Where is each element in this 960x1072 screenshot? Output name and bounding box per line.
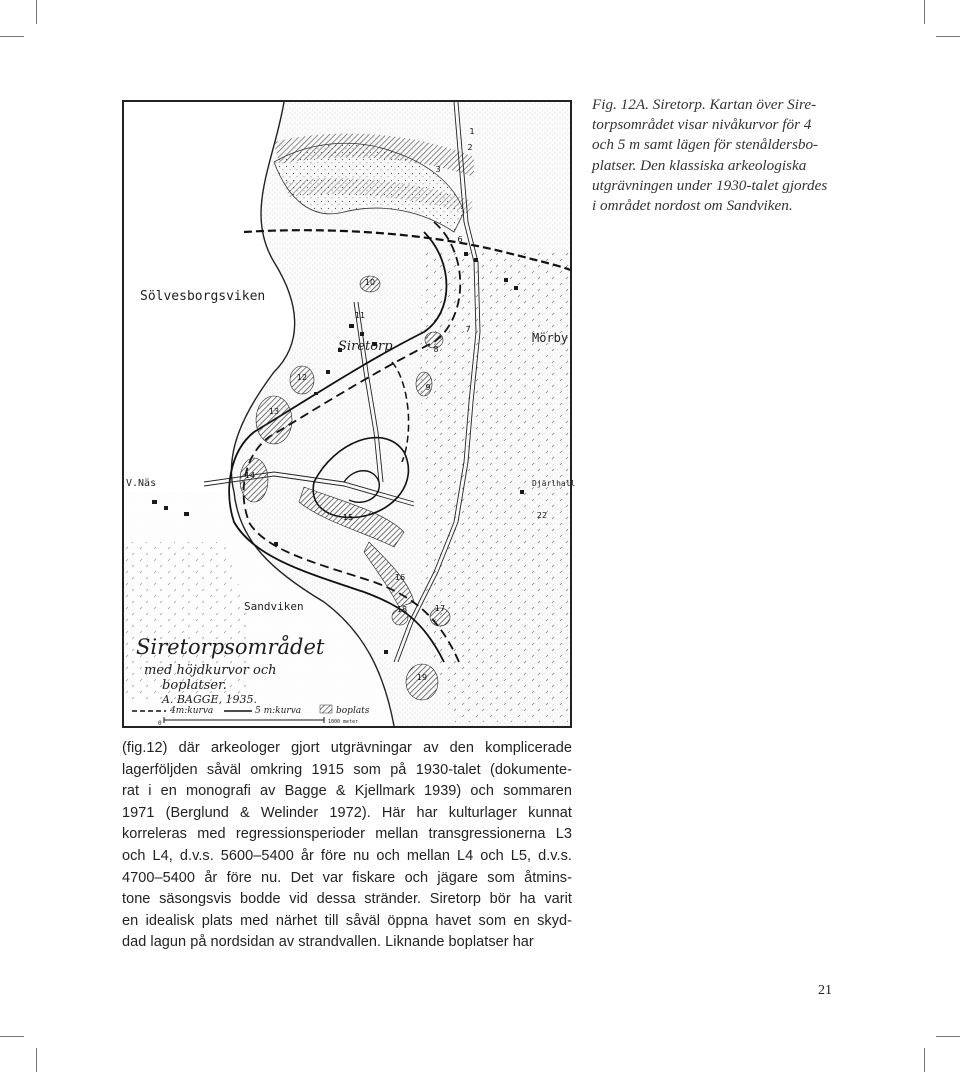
page-number: 21	[818, 983, 832, 998]
crop-mark	[36, 0, 37, 24]
caption-line: Fig. 12A. Siretorp. Kartan över Sire-	[592, 96, 817, 113]
body-line: dad lagun på nordsidan av strandvallen. Liknande boplatser har	[122, 934, 534, 951]
body-line: och L4, d.v.s. 5600–5400 år före nu och mellan L4 och L5, d.v.s.	[122, 847, 572, 864]
site-number-18: 18	[396, 605, 408, 614]
map-title: Siretorpsområdet	[136, 635, 325, 659]
caption-line: och 5 m samt lägen för stenåldersbo-	[592, 136, 819, 154]
site-number-1: 1	[469, 127, 475, 136]
body-line: 1971 (Berglund & Welinder 1972). Här har kulturlager kunnat	[122, 804, 572, 821]
place-label-siretorp: Siretorp	[338, 339, 393, 354]
body-paragraph	[122, 738, 572, 954]
crop-mark	[0, 36, 24, 37]
map-subtitle-2: boplatser.	[162, 678, 227, 693]
body-line: (fig.12) där arkeologer gjort utgrävningar av den komplicerade	[122, 740, 572, 756]
crop-mark	[924, 1048, 925, 1072]
site-number-10: 10	[364, 278, 376, 287]
place-label-sandviken: Sandviken	[244, 600, 304, 613]
caption-line: platser. Den klassiska arkeologiska	[592, 156, 807, 174]
body-line: lagerföljden såväl omkring 1915 som på 1930-talet (dokumente-	[122, 761, 572, 778]
site-number-7: 7	[465, 325, 471, 334]
legend-5m-curve: 5 m:kurva	[255, 706, 302, 716]
place-label-solvesborgsviken: Sölvesborgsviken	[140, 289, 266, 304]
scale-end: 1000 meter	[328, 719, 359, 725]
body-line: rat i en monografi av Bagge & Kjellmark 1939) och sommaren	[122, 783, 572, 800]
body-line: korreleras med regressionsperioder mellan transgressionerna L3	[122, 826, 572, 843]
body-line: en idealisk plats med närhet till såväl öppna havet som en skyd-	[122, 912, 572, 929]
site-number-2: 2	[467, 143, 473, 152]
scale-start: 0	[158, 720, 162, 727]
caption-line: utgrävningen under 1930-talet gjordes	[592, 176, 828, 194]
crop-mark	[936, 36, 960, 37]
site-number-15: 15	[342, 513, 354, 522]
site-number-19: 19	[416, 673, 428, 682]
crop-mark	[0, 1036, 24, 1037]
map-author: A. BAGGE, 1935.	[162, 693, 258, 706]
crop-mark	[936, 1036, 960, 1037]
place-label-jarlhall: Djärlhall	[532, 479, 576, 488]
figure-caption	[592, 95, 842, 216]
map-drawing	[124, 102, 576, 727]
body-line: tone säsongsvis bodde vid dessa stränder. Siretorp bör ha varit	[122, 891, 572, 908]
map-subtitle-1: med höjdkurvor och	[144, 663, 277, 678]
legend-settlement: boplats	[336, 706, 370, 716]
body-line: 4700–5400 år före nu. Det var fiskare och jägare som åtmins-	[122, 869, 572, 886]
site-number-6: 6	[457, 235, 463, 244]
site-number-22: 22	[536, 511, 548, 520]
site-number-3: 3	[435, 165, 441, 174]
place-label-morby: Mörby	[532, 331, 569, 345]
site-number-17: 17	[434, 604, 446, 613]
site-number-16: 16	[394, 573, 406, 582]
crop-mark	[36, 1048, 37, 1072]
caption-line: i området nordost om Sandviken.	[592, 197, 793, 215]
site-number-9: 9	[425, 383, 431, 392]
site-number-13: 13	[268, 407, 280, 416]
siretorp-map	[122, 100, 576, 728]
crop-mark	[924, 0, 925, 24]
legend-4m-curve: 4m:kurva	[170, 706, 214, 716]
site-number-12: 12	[296, 373, 308, 382]
site-number-11: 11	[354, 311, 366, 320]
place-label-v-nas: V.Näs	[126, 478, 157, 489]
site-number-14: 14	[244, 471, 256, 480]
site-number-8: 8	[433, 345, 439, 354]
caption-line: torpsområdet visar nivåkurvor för 4	[592, 116, 812, 134]
